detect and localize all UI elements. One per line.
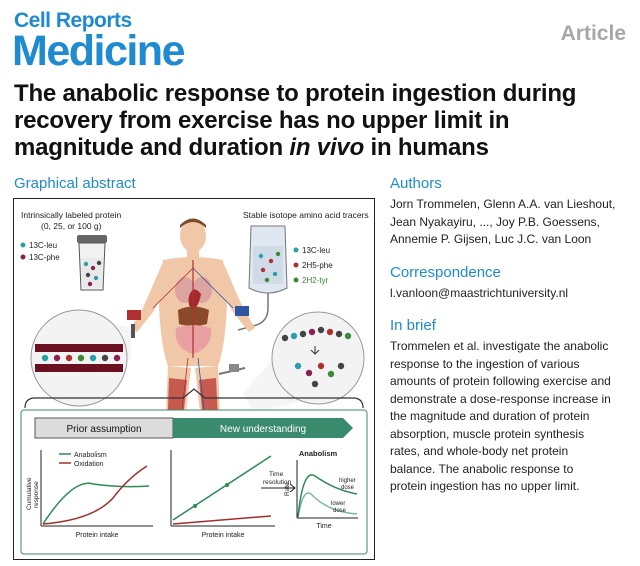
authors-list xyxy=(390,196,615,249)
paper-title xyxy=(14,80,626,161)
in-brief-line: amounts of protein following exercise and xyxy=(390,374,611,388)
left-arm-catheter-icon xyxy=(127,310,141,320)
authors-line-1: Jorn Trommelen, Glenn A.A. van Lieshout, xyxy=(390,197,616,211)
title-italic: in vivo xyxy=(289,134,365,161)
in-brief-line: Trommelen et al. investigate the anabolic xyxy=(390,339,609,353)
chart1-legend-anabolism: Anabolism xyxy=(74,452,107,459)
shaker-bottle-icon xyxy=(77,235,107,290)
right-arm-catheter-icon xyxy=(235,306,249,316)
tracer-dot-h2-tyr xyxy=(294,278,299,283)
time-resolution-label-2: resolution xyxy=(263,479,292,486)
in-brief-line: the magnitude and duration of protein xyxy=(390,409,590,423)
chart1-xlabel: Protein intake xyxy=(75,532,119,539)
prior-assumption-label: Prior assumption xyxy=(66,424,142,435)
chart2-point-1 xyxy=(193,504,197,508)
tracer-dot-c-leu xyxy=(294,248,299,253)
muscle-zoom-circle xyxy=(272,312,364,404)
journal-name-line2: Medicine xyxy=(12,27,184,75)
chart1-ylabel-1: Cumulative xyxy=(26,477,33,510)
in-brief-text xyxy=(390,338,634,496)
in-brief-line: balance. The anabolic response to xyxy=(390,461,574,476)
journal-name-line1: Cell Reports xyxy=(14,9,132,32)
chart3-xlabel: Time xyxy=(316,523,332,530)
new-understanding-label: New understanding xyxy=(219,424,307,435)
article-type-label: Article xyxy=(560,22,626,45)
tracer-dot-leu xyxy=(21,243,26,248)
right-tracer-2: 2H5-phe xyxy=(302,261,333,270)
authors-heading: Authors xyxy=(390,175,442,192)
graphical-abstract-figure xyxy=(13,198,375,560)
chart2-point-2 xyxy=(225,483,229,487)
authors-line-2: Jean Nyakayiru, ..., Joy P.B. Goessens, xyxy=(390,214,600,229)
chart3-title: Anabolism xyxy=(298,449,338,458)
chart3-higher-dose-1: higher xyxy=(339,478,356,484)
in-brief-line: absorption, muscle protein synthesis xyxy=(390,426,585,441)
chart2-xlabel: Protein intake xyxy=(201,532,245,539)
left-label-line2: (0, 25, or 100 g) xyxy=(41,221,102,231)
chart3-lower-dose-2: dose xyxy=(333,508,347,514)
chart3-higher-dose-2: dose xyxy=(341,485,355,491)
correspondence-heading: Correspondence xyxy=(390,264,501,281)
tracer-dot-h5-phe xyxy=(294,263,299,268)
title-part2: in humans xyxy=(364,134,489,161)
title-part1: The anabolic response to protein ingestion during recovery from exercise has no upper limit in magnitude and duration xyxy=(14,80,577,161)
graphical-abstract-heading: Graphical abstract xyxy=(14,175,136,192)
authors-line-3: Annemie P. Gijsen, Luc J.C. van Loon xyxy=(390,232,592,246)
blood-sample-tube-icon xyxy=(131,324,135,338)
left-tracer-1: 13C-leu xyxy=(29,241,58,250)
right-tracer-1: 13C-leu xyxy=(302,246,331,255)
correspondence-email[interactable]: l.vanloon@maastrichtuniversity.nl xyxy=(390,286,569,300)
chart3-ylabel: Rate xyxy=(284,482,291,496)
in-brief-line: protein ingestion has no upper limit. xyxy=(390,479,580,493)
in-brief-line: demonstrate a dose-response increase in xyxy=(390,391,611,406)
tracer-dot-phe xyxy=(21,255,26,260)
left-label-line1: Intrinsically labeled protein xyxy=(21,210,122,220)
in-brief-line: response to the ingestion of various xyxy=(390,356,580,371)
right-label: Stable isotope amino acid tracers xyxy=(243,210,369,220)
chart1-ylabel-2: response xyxy=(33,481,40,508)
left-tracer-2: 13C-phe xyxy=(29,253,60,262)
in-brief-heading: In brief xyxy=(390,317,436,334)
in-brief-line: rates, and whole-body net protein xyxy=(390,444,569,458)
right-tracer-3: 2H2-tyr xyxy=(302,276,329,285)
chart3-lower-dose-1: lower xyxy=(331,501,346,507)
chart1-legend-oxidation: Oxidation xyxy=(74,461,104,468)
time-resolution-label-1: Time xyxy=(269,471,284,478)
